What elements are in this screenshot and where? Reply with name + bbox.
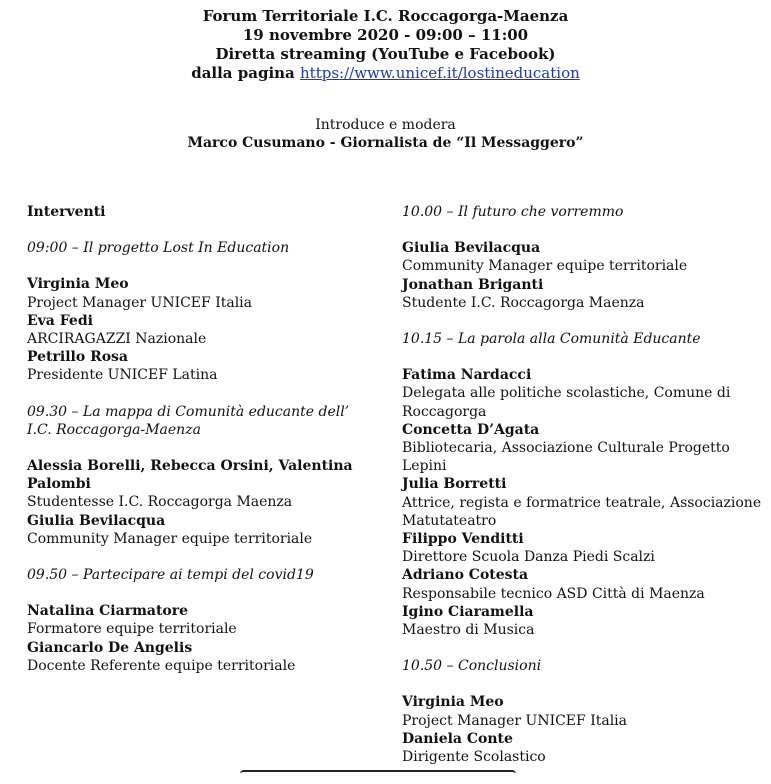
speaker-role: Delegata alle politiche scolastiche, Comune di Roccagorga (402, 385, 731, 420)
event-page-line (0, 64, 771, 83)
speaker-name: Igino Ciaramella (402, 603, 534, 620)
moderator-name: Marco Cusumano - Giornalista de “Il Messaggero” (187, 135, 584, 151)
event-title: Forum Territoriale I.C. Roccagorga-Maenza (202, 7, 569, 25)
right-column (402, 203, 767, 784)
speaker-name: Natalina Ciarmatore (27, 603, 189, 620)
speaker-role: Maestro di Musica (402, 622, 535, 639)
session-title: 10.15 – La parola alla Comunità Educante (402, 331, 701, 348)
speaker-name: Alessia Borelli, Rebecca Orsini, Valentina Palombi (27, 458, 353, 493)
speaker-role: Community Manager equipe territoriale (27, 530, 313, 547)
speaker-group (27, 275, 372, 384)
event-page-prefix: dalla pagina (191, 64, 295, 82)
speaker-name: Eva Fedi (27, 312, 93, 329)
session-title: 10.00 – Il futuro che vorremmo (402, 204, 624, 220)
section-title: Interventi (27, 204, 106, 220)
speaker-group (402, 366, 767, 639)
event-streaming: Diretta streaming (YouTube e Facebook) (215, 45, 556, 63)
speaker-name: Giulia Bevilacqua (402, 240, 541, 257)
speaker-group (27, 457, 372, 548)
speaker-role: Direttore Scuola Danza Piedi Scalzi (402, 549, 655, 566)
speaker-role: Presidente UNICEF Latina (27, 367, 218, 384)
speaker-name: Giancarlo De Angelis (27, 639, 193, 656)
speaker-group (402, 239, 767, 312)
speaker-name: Virginia Meo (402, 694, 504, 711)
speaker-role: Responsabile tecnico ASD Città di Maenza (402, 585, 705, 602)
event-header (0, 7, 771, 83)
speaker-name: Daniela Conte (402, 730, 513, 747)
session-title: 09.30 – La mappa di Comunità educante dell’ I.C. Roccagorga-Maenza (27, 403, 350, 438)
speaker-role: Studentesse I.C. Roccagorga Maenza (27, 494, 293, 511)
event-page-link[interactable]: https://www.unicef.it/lostineducation (300, 64, 580, 82)
left-column (27, 203, 372, 693)
speaker-role: Studente I.C. Roccagorga Maenza (402, 294, 645, 311)
speaker-name: Giulia Bevilacqua (27, 512, 166, 529)
session-title: 09:00 – Il progetto Lost In Education (27, 240, 290, 257)
session-title: 09.50 – Partecipare ai tempi del covid19 (27, 567, 314, 584)
speaker-name: Filippo Venditti (402, 531, 524, 548)
moderator-intro: Introduce e modera (315, 117, 456, 133)
speaker-group (402, 693, 767, 766)
moderator-block (0, 116, 771, 152)
speaker-name: Petrillo Rosa (27, 349, 128, 366)
speaker-role: Bibliotecaria, Associazione Culturale Progetto Lepini (402, 440, 730, 475)
speaker-name: Virginia Meo (27, 276, 129, 293)
speaker-role: Community Manager equipe territoriale (402, 258, 688, 275)
speaker-name: Jonathan Briganti (402, 276, 544, 293)
speaker-name: Concetta D’Agata (402, 421, 540, 438)
event-date: 19 novembre 2020 - 09:00 – 11:00 (242, 26, 529, 44)
page-bottom-edge (240, 770, 516, 778)
speaker-role: Project Manager UNICEF Italia (27, 294, 252, 311)
speaker-role: Docente Referente equipe territoriale (27, 657, 296, 674)
speaker-name: Adriano Cotesta (402, 567, 529, 584)
speaker-role: ARCIRAGAZZI Nazionale (27, 331, 207, 348)
speaker-name: Fatima Nardacci (402, 367, 532, 384)
speaker-role: Formatore equipe territoriale (27, 621, 237, 638)
speaker-role: Dirigente Scolastico (402, 749, 546, 766)
speaker-group (27, 602, 372, 675)
speaker-name: Julia Borretti (402, 476, 507, 493)
speaker-role: Attrice, regista e formatrice teatrale, Associazione Matutateatro (402, 494, 762, 529)
session-title: 10.50 – Conclusioni (402, 658, 542, 675)
speaker-role: Project Manager UNICEF Italia (402, 712, 627, 729)
